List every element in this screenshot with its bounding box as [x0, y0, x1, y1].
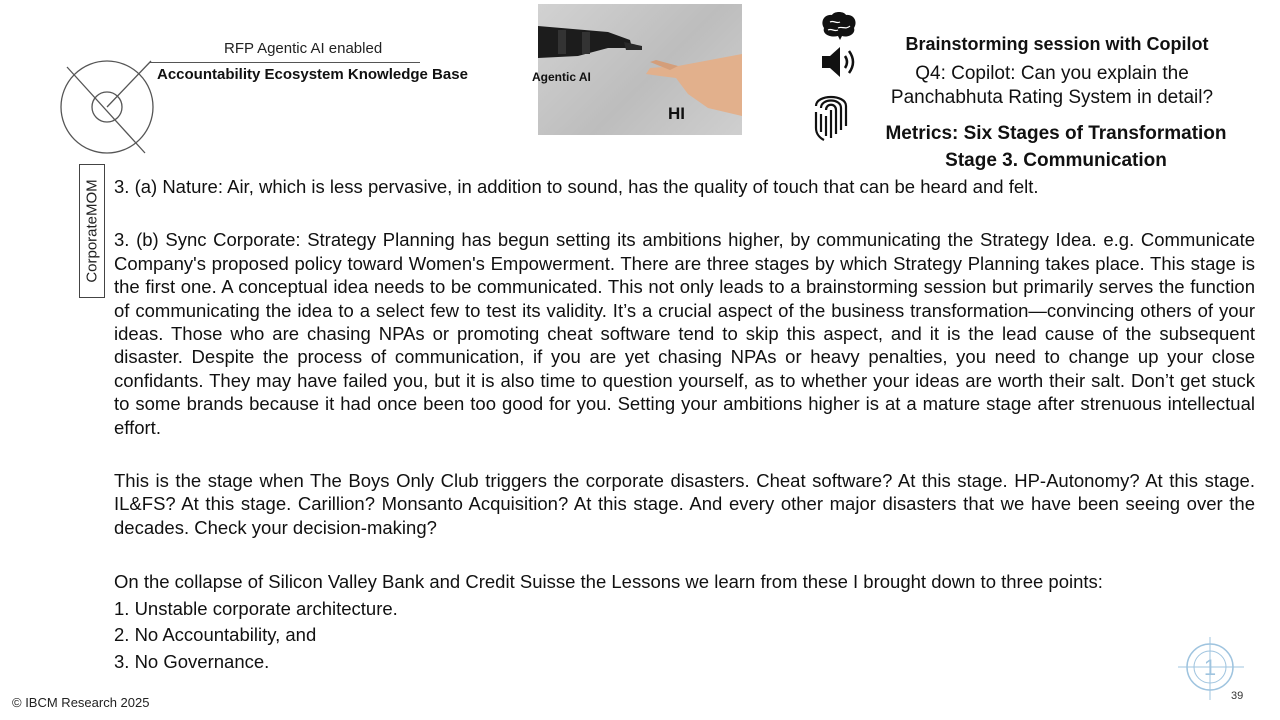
- rfp-label: RFP Agentic AI enabled: [224, 40, 383, 57]
- badge-number: 1: [1203, 655, 1217, 680]
- question-text: Q4: Copilot: Can you explain the Panchabhuta Rating System in detail?: [890, 63, 1214, 108]
- page-number: 39: [1231, 690, 1244, 702]
- list-item: 3. No Governance.: [114, 650, 270, 672]
- session-title: Brainstorming session with Copilot: [905, 34, 1209, 54]
- stage-heading: Stage 3. Communication: [945, 150, 1167, 171]
- divider-line: [150, 62, 420, 63]
- agentic-ai-label: Agentic AI: [532, 70, 591, 84]
- nature-paragraph: 3. (a) Nature: Air, which is less pervasive, in addition to sound, has the quality of touch that can be heard and felt.: [114, 176, 1039, 197]
- brand-vertical-label: CorporateMOM: [83, 179, 101, 283]
- hi-label: HI: [668, 104, 685, 123]
- knowledge-base-label: Accountability Ecosystem Knowledge Base: [157, 66, 468, 83]
- target-logo-icon: [55, 55, 165, 165]
- list-item: 1. Unstable corporate architecture.: [114, 597, 398, 619]
- metrics-heading: Metrics: Six Stages of Transformation: [885, 123, 1227, 144]
- brain-icon: [818, 10, 860, 40]
- fingerprint-icon: [810, 86, 852, 142]
- speaker-icon: [820, 44, 860, 80]
- collapse-intro: On the collapse of Silicon Valley Bank and Credit Suisse the Lessons we learn from these I brought down to three points:: [114, 571, 1103, 593]
- main-content: [114, 175, 1255, 675]
- sync-corporate-paragraph: 3. (b) Sync Corporate: Strategy Planning has begun setting its ambitions higher, by communicating the Strategy Idea. e.g. Communicate Company's proposed policy toward Women's Empowerment. There are three stages by which Strategy Planning takes place. This stage is the first one. A conceptual idea needs to be communicated. This not only leads to a brainstorming session but primarily serves the function of communicating the idea to a select few to test its validity. It’s a crucial aspect of the business transformation—convincing others of your ideas. Those who are chasing NPAs or promoting cheat software tend to skip this aspect, and it is the lead cause of the subsequent disaster. Despite the process of communication, if you are yet chasing NPAs or heavy penalties, you need to change up your close confidants. They may have failed you, but it is also time to question yourself, as to whether your ideas are worth their salt. Don’t get stuck to some brands because it had once been too good for you. Setting your ambitions higher is at a mature stage after strenuous intellectual effort.: [114, 229, 1255, 438]
- list-item: 2. No Accountability, and: [114, 624, 317, 646]
- copyright: © IBCM Research 2025: [12, 695, 150, 710]
- boys-club-paragraph: This is the stage when The Boys Only Club triggers the corporate disasters. Cheat software? At this stage. HP-Autonomy? At this stage. IL&FS? At this stage. Carillion? Monsanto Acquisition? At this stage. And every other major disasters that we have been seeing over the decades. Check your decision-making?: [114, 470, 1255, 538]
- brand-vertical-box: [79, 164, 105, 298]
